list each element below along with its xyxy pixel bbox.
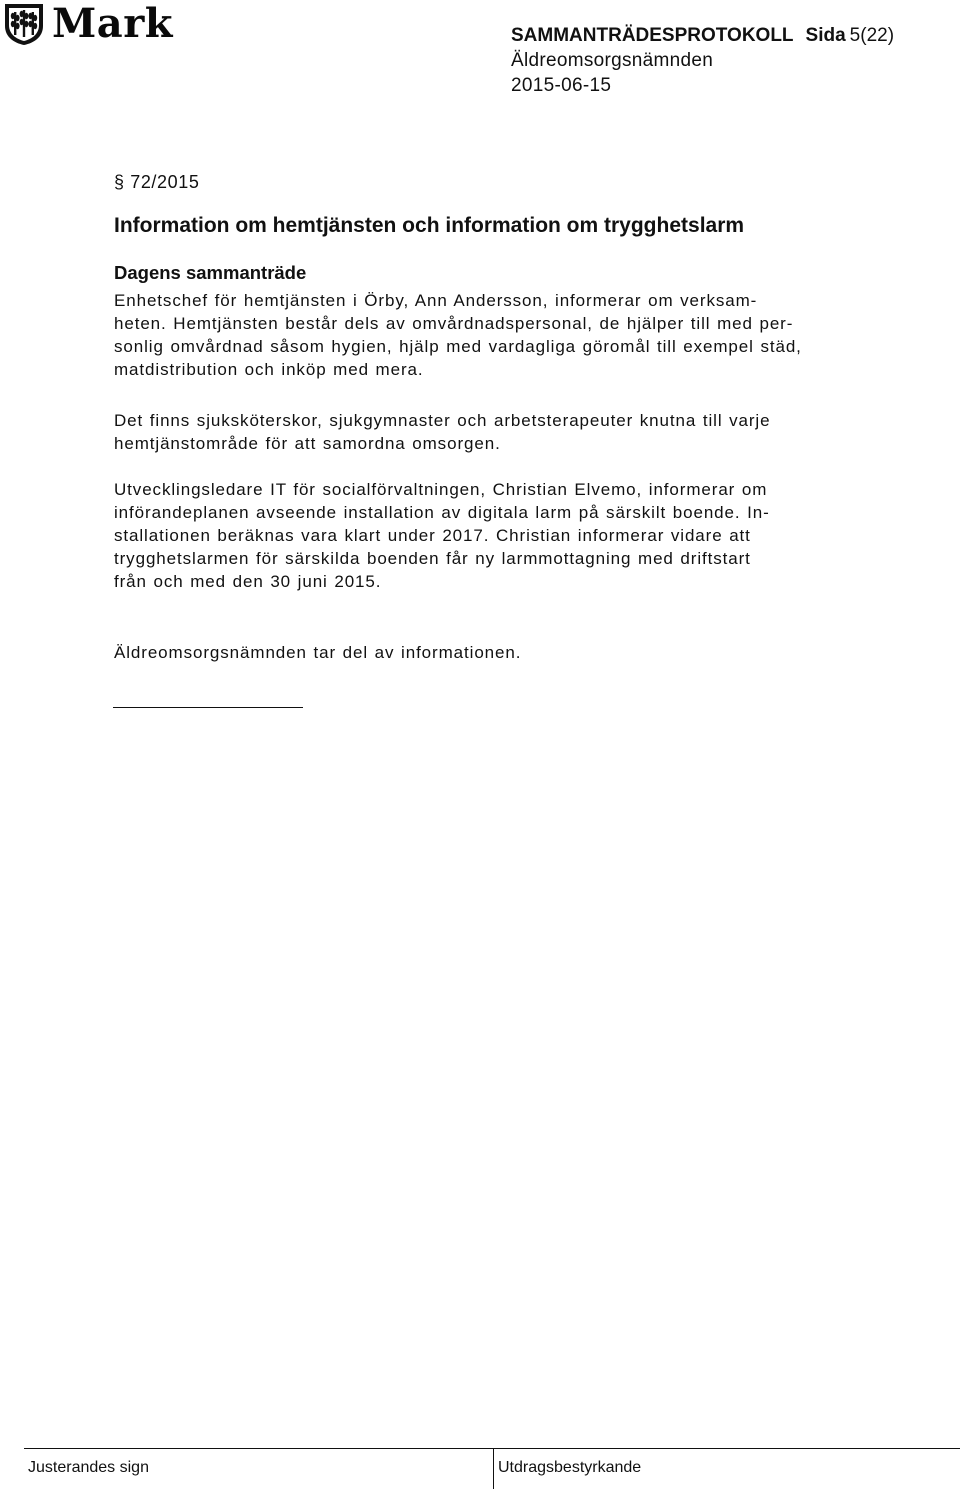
meeting-date: 2015-06-15 bbox=[511, 75, 612, 96]
subheading: Dagens sammanträde bbox=[114, 262, 307, 283]
page-label: Sida bbox=[805, 25, 846, 46]
document-type: SAMMANTRÄDESPROTOKOLL bbox=[511, 25, 794, 46]
text-line: Enhetschef för hemtjänsten i Örby, Ann Andersson, informerar om verksam- bbox=[114, 291, 758, 310]
decision-paragraph bbox=[114, 641, 894, 664]
text-line: matdistribution och inköp med mera. bbox=[114, 360, 424, 379]
text-line: hemtjänstområde för att samordna omsorgen. bbox=[114, 434, 501, 453]
text-line: införandeplanen avseende installation av digitala larm på särskilt boende. In- bbox=[114, 503, 770, 522]
text-line: sonlig omvårdnad såsom hygien, hjälp med vardagliga göromål till exempel städ, bbox=[114, 337, 802, 356]
paragraph-number: § 72/2015 bbox=[114, 172, 200, 192]
page-number: 5(22) bbox=[849, 25, 895, 46]
footer-rule bbox=[24, 1448, 960, 1449]
logo-wordmark: Mark bbox=[52, 0, 173, 47]
header-title-row bbox=[511, 24, 951, 48]
body-paragraph bbox=[114, 289, 894, 381]
coat-of-arms-icon bbox=[3, 2, 45, 46]
section-end-rule bbox=[113, 707, 303, 708]
text-line: stallationen beräknas vara klart under 2017. Christian informerar vidare att bbox=[114, 526, 751, 545]
text-line: Utvecklingsledare IT för socialförvaltningen, Christian Elvemo, informerar om bbox=[114, 480, 768, 499]
certification-field-label: Utdragsbestyrkande bbox=[498, 1459, 642, 1476]
municipality-logo bbox=[3, 2, 173, 46]
text-line: från och med den 30 juni 2015. bbox=[114, 572, 382, 591]
document-header bbox=[511, 24, 951, 98]
committee-name: Äldreomsorgsnämnden bbox=[511, 50, 714, 71]
text-line: heten. Hemtjänsten består dels av omvårdnadspersonal, de hjälper till med per- bbox=[114, 314, 794, 333]
section-title: Information om hemtjänsten och information om trygghetslarm bbox=[114, 214, 745, 237]
signature-field-label: Justerandes sign bbox=[28, 1459, 149, 1476]
body-paragraph bbox=[114, 478, 894, 593]
text-line: Det finns sjuksköterskor, sjukgymnaster och arbetsterapeuter knutna till varje bbox=[114, 411, 771, 430]
text-line: trygghetslarmen för särskilda boenden får ny larmmottagning med driftstart bbox=[114, 549, 751, 568]
text-line: Äldreomsorgsnämnden tar del av informationen. bbox=[114, 643, 522, 662]
body-paragraph bbox=[114, 409, 894, 455]
footer-divider bbox=[493, 1448, 494, 1489]
